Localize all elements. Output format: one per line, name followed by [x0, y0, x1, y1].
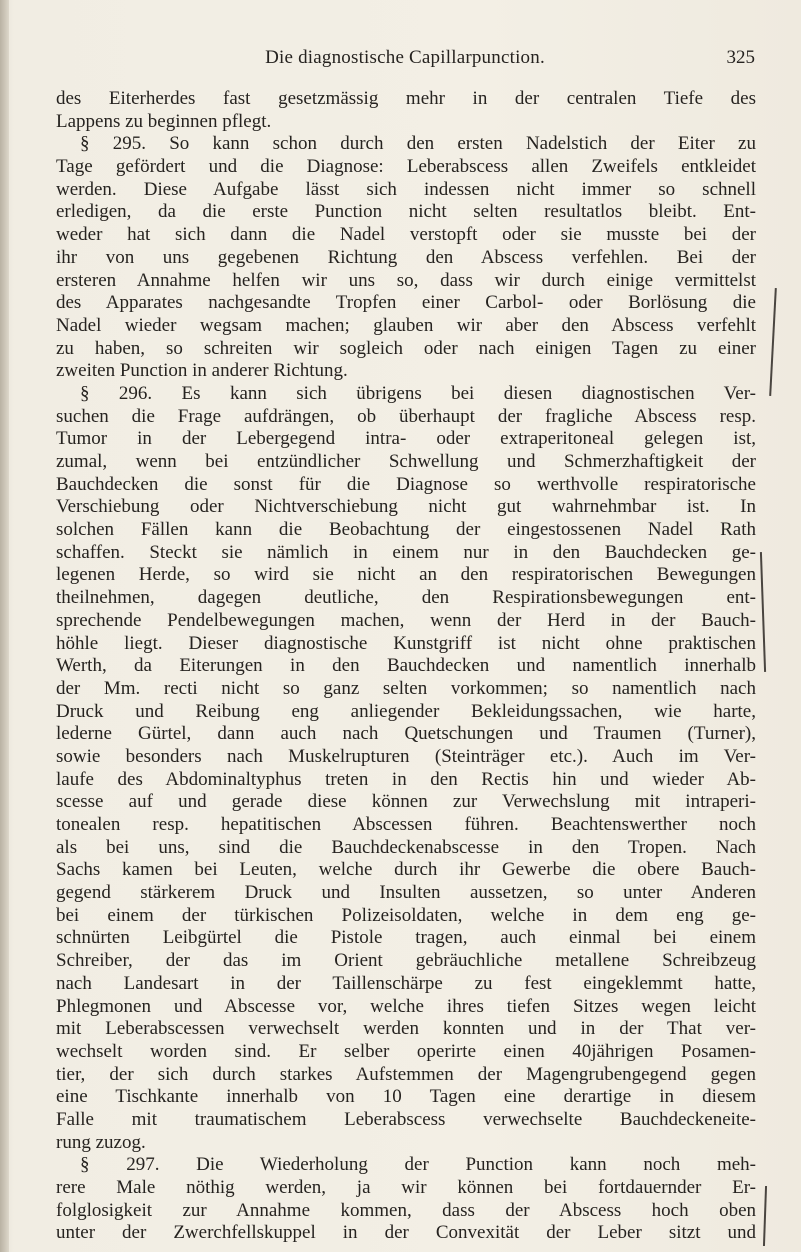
- text-line: mit Leberabscessen verwechselt werden konnten und in der That ver-: [56, 1018, 756, 1040]
- text-line: Tage gefördert und die Diagnose: Leberabscess allen Zweifels entkleidet: [56, 156, 756, 178]
- text-line: Lappens zu beginnen pflegt.: [56, 110, 272, 132]
- text-line: unter der Zwerchfellskuppel in der Convexität der Leber sitzt und: [56, 1222, 756, 1244]
- text-line: rung zuzog.: [56, 1131, 146, 1153]
- text-line: bei einem der türkischen Polizeisoldaten, welche in dem eng ge-: [56, 904, 756, 926]
- text-line: Werth, da Eiterungen in den Bauchdecken und namentlich innerhalb: [56, 655, 756, 677]
- text-line: als bei uns, sind die Bauchdeckenabscesse in den Tropen. Nach: [56, 836, 756, 858]
- text-line: legenen Herde, so wird sie nicht an den respiratorischen Bewegungen: [56, 564, 756, 586]
- text-line: solchen Fällen kann die Beobachtung der eingestossenen Nadel Rath: [56, 519, 756, 541]
- text-line: scesse auf und gerade diese können zur Verwechslung mit intraperi-: [56, 791, 756, 813]
- text-line: Verschiebung oder Nichtverschiebung nicht gut wahrnehmbar ist. In: [56, 496, 756, 518]
- text-line: höhle liegt. Dieser diagnostische Kunstgriff ist nicht ohne praktischen: [56, 632, 756, 654]
- page-number: 325: [726, 47, 755, 68]
- text-line: sprechende Pendelbewegungen machen, wenn der Herd in der Bauch-: [56, 609, 756, 631]
- text-line: Schreiber, der das im Orient gebräuchliche metallene Schreibzeug: [56, 950, 756, 972]
- text-line: gegend stärkerem Druck und Insulten aussetzen, so unter Anderen: [56, 882, 756, 904]
- text-line: § 295. So kann schon durch den ersten Nadelstich der Eiter zu: [80, 133, 756, 155]
- body-text: [56, 88, 756, 1245]
- text-line: zu haben, so schreiten wir sogleich oder nach einigen Tagen zu einer: [56, 337, 756, 359]
- text-line: zumal, wenn bei entzündlicher Schwellung und Schmerzhaftigkeit der: [56, 451, 756, 472]
- text-line: tonealen resp. hepatitischen Abscessen führen. Beachtenswerther noch: [56, 814, 756, 835]
- text-line: werden. Diese Aufgabe lässt sich indessen nicht immer so schnell: [56, 178, 756, 200]
- text-line: schaffen. Steckt sie nämlich in einem nur in den Bauchdecken ge-: [56, 541, 756, 563]
- text-line: Nadel wieder wegsam machen; glauben wir aber den Abscess verfehlt: [56, 314, 756, 336]
- text-line: Bauchdecken die sonst für die Diagnose so werthvolle respiratorische: [56, 473, 756, 495]
- text-line: § 297. Die Wiederholung der Punction kann noch meh-: [80, 1154, 756, 1176]
- text-line: des Eiterherdes fast gesetzmässig mehr in der centralen Tiefe des: [56, 88, 756, 109]
- text-line: theilnehmen, dagegen deutliche, den Respirationsbewegungen ent-: [56, 587, 756, 609]
- margin-pencil-mark: [760, 552, 766, 672]
- text-line: erledigen, da die erste Punction nicht selten resultatlos bleibt. Ent-: [56, 201, 756, 223]
- running-head: Die diagnostische Capillarpunction.: [265, 47, 545, 68]
- margin-pencil-mark: [769, 288, 777, 396]
- text-line: des Apparates nachgesandte Tropfen einer Carbol- oder Borlösung die: [56, 292, 756, 314]
- text-line: Phlegmonen und Abscesse vor, welche ihres tiefen Sitzes wegen leicht: [56, 995, 756, 1017]
- text-line: tier, der sich durch starkes Aufstemmen der Magengrubengegend gegen: [56, 1063, 756, 1085]
- text-line: Falle mit traumatischem Leberabscess verwechselte Bauchdeckeneite-: [56, 1108, 756, 1130]
- page-header: [55, 47, 755, 77]
- text-line: laufe des Abdominaltyphus treten in den Rectis hin und wieder Ab-: [56, 768, 756, 790]
- text-line: wechselt worden sind. Er selber operirte einen 40jährigen Posamen-: [56, 1040, 756, 1062]
- margin-pencil-mark: [763, 1186, 767, 1246]
- text-line: der Mm. recti nicht so ganz selten vorkommen; so namentlich nach: [56, 677, 756, 699]
- text-line: Sachs kamen bei Leuten, welche durch ihr Gewerbe die obere Bauch-: [56, 859, 756, 881]
- text-line: eine Tischkante innerhalb von 10 Tagen eine derartige in diesem: [56, 1086, 756, 1108]
- text-line: rere Male nöthig werden, ja wir können bei fortdauernder Er-: [56, 1177, 756, 1198]
- text-line: Druck und Reibung eng anliegender Bekleidungssachen, wie harte,: [56, 700, 756, 722]
- text-line: schnürten Leibgürtel die Pistole tragen, auch einmal bei einem: [56, 927, 756, 949]
- text-line: nach Landesart in der Taillenschärpe zu fest eingeklemmt hatte,: [56, 972, 756, 994]
- text-line: suchen die Frage aufdrängen, ob überhaupt der fragliche Abscess resp.: [56, 405, 756, 427]
- text-line: folglosigkeit zur Annahme kommen, dass der Abscess hoch oben: [56, 1199, 756, 1221]
- text-line: lederne Gürtel, dann auch nach Quetschungen und Traumen (Turner),: [56, 723, 756, 745]
- text-line: weder hat sich dann die Nadel verstopft oder sie musste bei der: [56, 224, 756, 246]
- text-line: § 296. Es kann sich übrigens bei diesen diagnostischen Ver-: [80, 382, 756, 404]
- text-line: ihr von uns gegebenen Richtung den Abscess verfehlen. Bei der: [56, 246, 756, 268]
- text-line: zweiten Punction in anderer Richtung.: [56, 360, 348, 382]
- text-line: ersteren Annahme helfen wir uns so, dass wir durch einige vermittelst: [56, 269, 756, 291]
- text-line: Tumor in der Lebergegend intra- oder extraperitoneal gelegen ist,: [56, 428, 756, 450]
- text-line: sowie besonders nach Muskelrupturen (Steinträger etc.). Auch im Ver-: [56, 745, 756, 767]
- book-gutter-shadow: [0, 0, 9, 1252]
